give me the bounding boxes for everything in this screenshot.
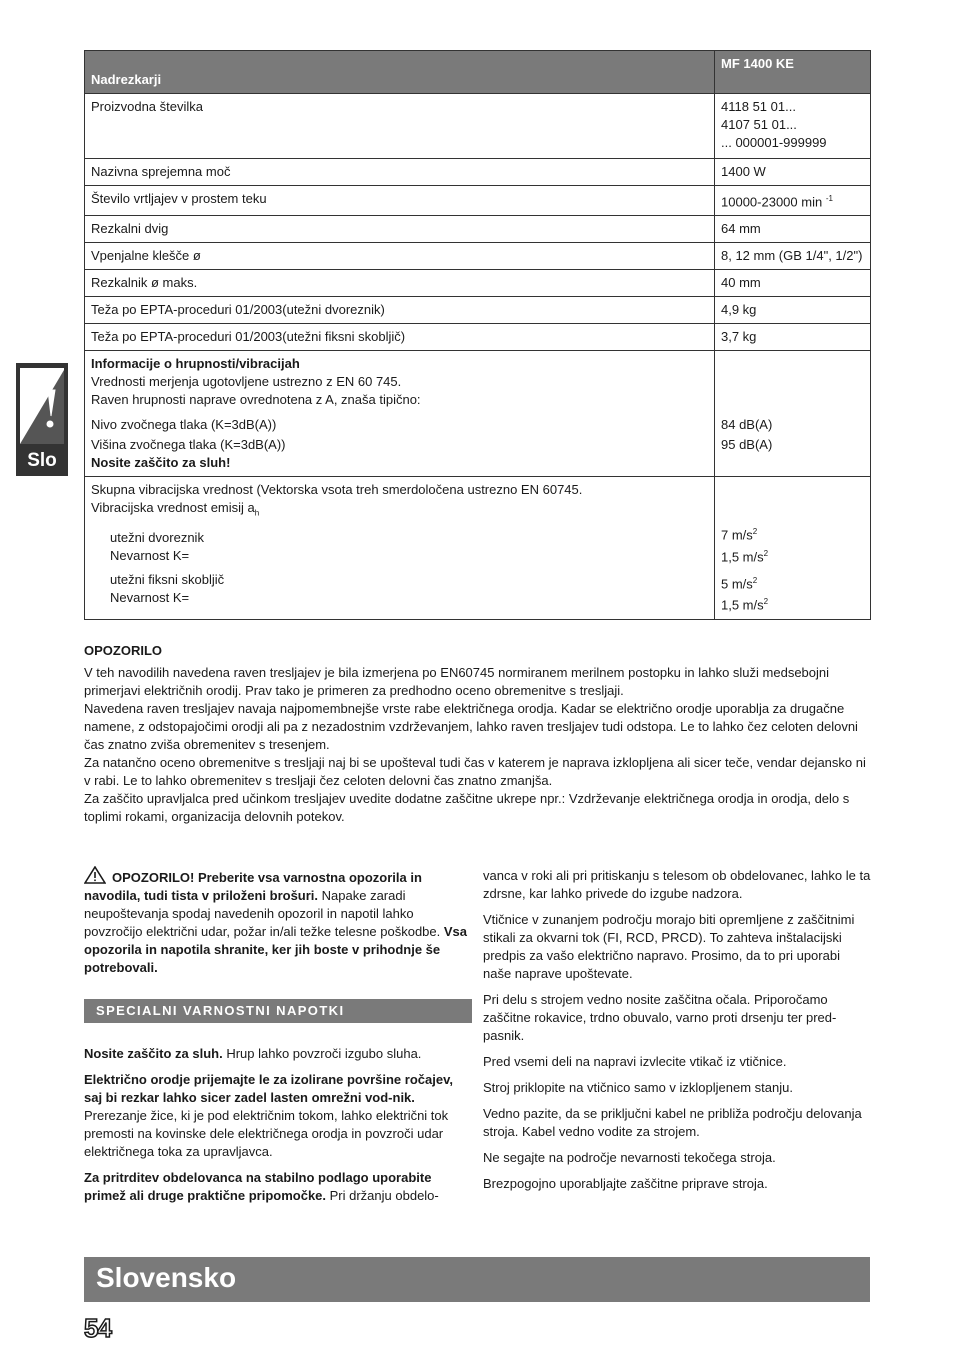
unit-superscript: 2 <box>763 597 769 607</box>
table-row <box>85 94 871 159</box>
value-line: ... 000001-999999 <box>721 135 827 150</box>
warning-paragraph: Za zaščito upravljalca pred učinkom tresljajev uvedite dodatne zaščitne ukrepe npr.: Vzdrževanje električnega orodja in orodja, delo s toplimi rokami, organizacija delovnih potekov. <box>84 791 850 824</box>
safety-text: Hrup lahko povzroči izgubo sluha. <box>222 1046 422 1061</box>
noise-row <box>85 351 871 477</box>
warning-paragraph: V teh navodilih navedena raven tresljajev je bila izmerjena po EN60745 normiranem merilnem postopku in lahko služi medsebojni primerjavi električnih orodij. Prav tako je primeren za predhodno oceno obremenitve s tresljaji. <box>84 665 830 698</box>
side-tab-label: Slo <box>27 450 57 471</box>
safety-text: Prerezanje žice, ki je pod električnim tokom, lahko električni tok premosti na kovinske dele električnega orodja in povzroči udar električnega toka za upravljavca. <box>84 1108 449 1159</box>
warning-paragraph: Za natančno oceno obremenitve s tresljaji naj bi se upošteval tudi čas v katerem je naprava izklopljena ali sicer teče, vendar dejansko ni v rabi. Le to lahko obremenitev s tresljaji čez celoten delovni čas znatno zmanjša. <box>84 755 866 788</box>
spec-header-model: MF 1400 KE <box>715 51 871 94</box>
unit-superscript: 2 <box>752 575 758 585</box>
noise-pressure-label: Nivo zvočnega tlaka (K=3dB(A)) <box>91 417 277 433</box>
safety-paragraph: vanca v roki ali pri pritiskanju s telesom ob obdelovanec, lahko le ta zdrsne, kar lahko privede do izgube nadzora. <box>483 868 871 901</box>
row-label: Rezkalnik ø maks. <box>85 270 715 297</box>
value-line: 4118 51 01... <box>721 99 796 114</box>
row-value: 64 mm <box>715 216 871 243</box>
vibration-line <box>91 499 708 523</box>
safety-paragraph: Pri delu s strojem vedno nosite zaščitna očala. Priporočamo zaščitne rokavice, trdno obuvalo, varno proti drsenju ter pred-pasnik. <box>483 992 837 1043</box>
row-label: Nazivna sprejemna moč <box>85 159 715 186</box>
warning-paragraph: Navedena raven tresljajev navaja najpomembnejše vrste rabe električnega orodja. Kadar se električno orodje uporablja za drugačne namene, z odstopajočimi orodji ali pa z nezadostnim vzdrževanjem, lahko raven tresljajev tudi odstopa. Le to lahko čez celoten delovni čas znatno zviša obremenitev s tresenjem. <box>84 701 858 752</box>
footer-language: Slovensko <box>96 1262 237 1293</box>
vibration-line: Skupna vibracijska vrednost (Vektorska vsota treh smerdoločena ustrezno EN 60745. <box>91 482 583 498</box>
noise-info <box>85 351 715 477</box>
safety-paragraph <box>84 1071 472 1161</box>
vibration-item: utežni dvoreznik <box>110 529 204 545</box>
vibration-value <box>721 572 864 593</box>
value-text: 1,5 m/s <box>721 597 764 613</box>
unit-superscript: 2 <box>763 548 769 558</box>
row-label: Vpenjalne klešče ø <box>85 243 715 270</box>
safety-paragraph: Vedno pazite, da se priključni kabel ne približa področju delovanja stroja. Kabel vedno vodite za strojem. <box>483 1106 862 1139</box>
language-footer-bar <box>84 1257 870 1302</box>
value-text: 5 m/s <box>721 576 753 592</box>
vibration-row <box>85 477 871 619</box>
warning-title: OPOZORILO <box>84 643 162 658</box>
noise-pressure-value: 84 dB(A) <box>721 417 773 433</box>
safety-paragraph: Pred vsemi deli na napravi izvlecite vtikač iz vtičnice. <box>483 1054 787 1069</box>
warning-bold-keep: Vsa opozorila in napotila shranite, ker jih boste v prihodnje še potrebovali. <box>84 924 468 975</box>
vibration-uncertainty: Nevarnost K= <box>110 589 190 605</box>
vibration-warning-block <box>84 642 874 826</box>
warning-icon-box <box>20 368 64 444</box>
row-value: 4,9 kg <box>715 297 871 324</box>
safety-paragraph: Vtičnice v zunanjem področju morajo biti opremljene z zaščitnimi stikali za okvarni tok (FI, RCD, PRCD). To zahteva inštalacijski predpis za vašo električno napravo. Prosimo, da to pri uporabi naše naprave upoštevate. <box>483 912 855 981</box>
left-column <box>84 866 472 1213</box>
safety-paragraph: Brezpogojno uporabljajte zaščitne priprave stroja. <box>483 1176 768 1191</box>
spec-header-row <box>85 51 871 94</box>
row-value: 1400 W <box>715 159 871 186</box>
vibration-values <box>715 477 871 619</box>
value-superscript: -1 <box>825 194 833 203</box>
safety-bold: Električno orodje prijemajte le za izolirane površine ročajev, saj bi rezkar lahko sicer zadel lasten omrežni vod-nik. <box>84 1072 453 1105</box>
table-row <box>85 186 871 216</box>
vibration-subscript: h <box>254 508 260 518</box>
row-label: Teža po EPTA-proceduri 01/2003(utežni dvoreznik) <box>85 297 715 324</box>
table-row <box>85 324 871 351</box>
table-row <box>85 270 871 297</box>
value-text: 10000-23000 min <box>721 194 823 210</box>
vibration-uncertainty: Nevarnost K= <box>110 547 190 563</box>
table-row <box>85 159 871 186</box>
ear-protection-note: Nosite zaščito za sluh! <box>91 455 231 471</box>
right-column <box>483 867 871 1201</box>
spec-table <box>84 50 871 620</box>
row-label: Proizvodna številka <box>85 94 715 159</box>
noise-line: Raven hrupnosti naprave ovrednotena z A, znaša tipično: <box>91 392 421 408</box>
vibration-item: utežni fiksni skobljič <box>110 571 225 587</box>
row-label: Teža po EPTA-proceduri 01/2003(utežni fiksni skobljič) <box>85 324 715 351</box>
row-label: Rezkalni dvig <box>85 216 715 243</box>
safety-text: Pri držanju obdelo- <box>326 1188 439 1203</box>
row-value <box>715 94 871 159</box>
vibration-value <box>721 593 864 614</box>
row-label: Število vrtljajev v prostem teku <box>85 186 715 216</box>
row-value <box>715 186 871 216</box>
value-line: 4107 51 01... <box>721 117 797 132</box>
value-text: 7 m/s <box>721 527 753 543</box>
table-row <box>85 243 871 270</box>
noise-values <box>715 351 871 477</box>
warning-bold-intro: OPOZORILO! Preberite vsa varnostna opozorila in navodila, tudi tista v priloženi brošuri. <box>84 870 422 903</box>
table-row <box>85 297 871 324</box>
safety-paragraph: Ne segajte na področje nevarnosti tekočega stroja. <box>483 1150 776 1165</box>
noise-power-value: 95 dB(A) <box>721 437 773 453</box>
warning-text: Napake zaradi neupoštevanja spodaj navedenih opozoril in napotil lahko povzročijo električni udar, požar in/ali težke telesne poškodbe. <box>84 888 444 939</box>
table-row <box>85 216 871 243</box>
vibration-emission-text: Vibracijska vrednost emisij a <box>91 500 255 516</box>
noise-power-label: Višina zvočnega tlaka (K=3dB(A)) <box>91 437 286 453</box>
warning-triangle-icon <box>84 866 106 884</box>
general-warning <box>84 866 472 977</box>
row-value: 3,7 kg <box>715 324 871 351</box>
section-header: SPECIALNI VARNOSTNI NAPOTKI <box>84 999 472 1023</box>
vibration-info <box>85 477 715 619</box>
safety-paragraph <box>84 1169 472 1205</box>
unit-superscript: 2 <box>752 527 758 537</box>
row-value: 40 mm <box>715 270 871 297</box>
value-text: 1,5 m/s <box>721 548 764 564</box>
safety-paragraph: Stroj priklopite na vtičnico samo v izklopljenem stanju. <box>483 1080 793 1095</box>
row-value: 8, 12 mm (GB 1/4", 1/2") <box>715 243 871 270</box>
safety-bold: Nosite zaščito za sluh. <box>84 1046 223 1061</box>
vibration-value <box>721 545 864 566</box>
language-side-tab <box>16 363 68 476</box>
safety-bold: Za pritrditev obdelovanca na stabilno podlago uporabite primež ali druge praktične pripomočke. <box>84 1170 432 1203</box>
safety-paragraph <box>84 1045 472 1063</box>
noise-line: Vrednosti merjenja ugotovljene ustrezno z EN 60 745. <box>91 374 402 390</box>
noise-title: Informacije o hrupnosti/vibracijah <box>91 356 300 372</box>
spec-header-label: Nadrezkarji <box>85 51 715 94</box>
page-number: 54 <box>84 1313 111 1343</box>
exclamation-warning-icon <box>20 368 64 444</box>
vibration-value <box>721 523 864 544</box>
